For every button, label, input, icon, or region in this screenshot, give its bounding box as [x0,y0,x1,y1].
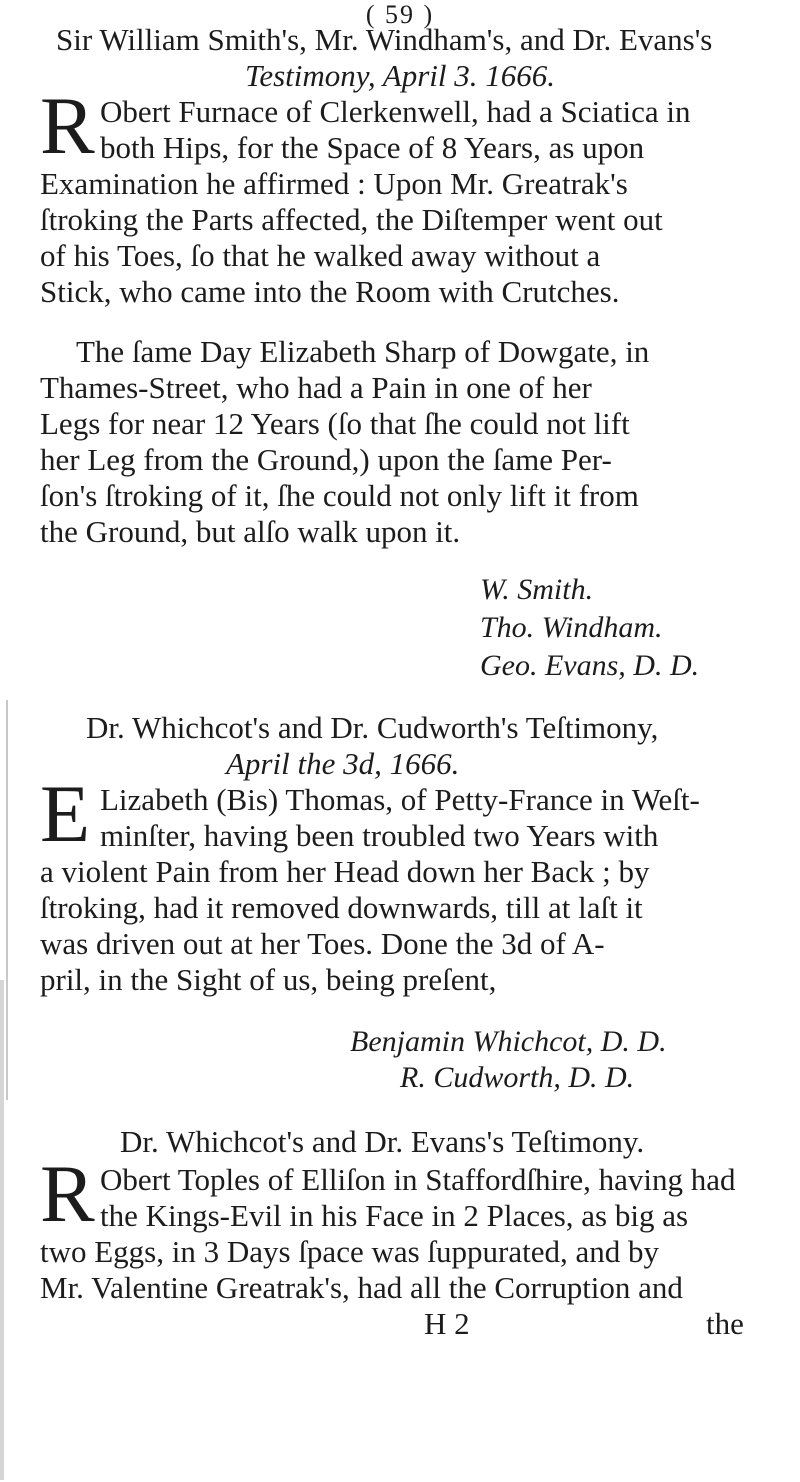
signature-mark: H 2 [424,1306,470,1341]
text-line: Thames-Street, who had a Pain in one of her [40,370,592,405]
text-line: ſtroking, had it removed downwards, till at laſt it [40,890,643,925]
drop-cap: E [40,768,91,859]
text-line: Legs for near 12 Years (ſo that ſhe could not lift [40,406,630,441]
signature: R. Cudworth, D. D. [400,1061,635,1094]
drop-cap: R [40,80,95,171]
text-line: Obert Toples of Elliſon in Staffordſhire, having had [100,1162,736,1197]
section2-heading-date: April the 3d, 1666. [226,746,460,781]
catchword: the [706,1306,744,1341]
text-line: Stick, who came into the Room with Crutches. [40,274,620,309]
text-line: Lizabeth (Bis) Thomas, of Petty-France in Weſt- [100,782,700,817]
text-line: the Kings-Evil in his Face in 2 Places, as big as [100,1198,689,1233]
text-line: two Eggs, in 3 Days ſpace was ſuppurated, and by [40,1234,660,1269]
section1-heading-line1: Sir William Smith's, Mr. Windham's, and Dr. Evans's [56,22,713,57]
text-line: was driven out at her Toes. Done the 3d of A- [40,926,605,961]
drop-cap: R [40,1148,95,1239]
signature: W. Smith. [480,573,594,606]
text-line: ſon's ſtroking of it, ſhe could not only lift it from [40,478,639,513]
text-line: Obert Furnace of Clerkenwell, had a Sciatica in [100,94,691,129]
text-line: minſter, having been troubled two Years with [100,818,659,853]
text-line: ſtroking the Parts affected, the Diſtemper went out [40,202,663,237]
signature: Geo. Evans, D. D. [480,649,700,682]
section3-heading: Dr. Whichcot's and Dr. Evans's Teſtimony. [120,1124,645,1159]
text-line: Examination he affirmed : Upon Mr. Greatrak's [40,166,628,201]
signature: Tho. Windham. [480,611,663,644]
text-line: a violent Pain from her Head down her Back ; by [40,854,650,889]
text-line: The ſame Day Elizabeth Sharp of Dowgate, in [76,334,650,369]
text-line: her Leg from the Ground,) upon the ſame Per- [40,442,612,477]
text-line: the Ground, but alſo walk upon it. [40,514,461,549]
text-line: pril, in the Sight of us, being preſent, [40,962,497,997]
section1-heading [56,22,712,58]
signature: Benjamin Whichcot, D. D. [350,1025,667,1058]
text-line: of his Toes, ſo that he walked away without a [40,238,601,273]
text-line: Mr. Valentine Greatrak's, had all the Corruption and [40,1270,683,1305]
margin-rule [6,700,8,1100]
text-line: both Hips, for the Space of 8 Years, as upon [100,130,645,165]
section1-heading-date: Testimony, April 3. 1666. [244,58,556,93]
page-number: ( 59 ) [365,0,435,29]
page-edge-shadow [0,980,4,1480]
section2-heading: Dr. Whichcot's and Dr. Cudworth's Teſtimony, [86,710,659,745]
